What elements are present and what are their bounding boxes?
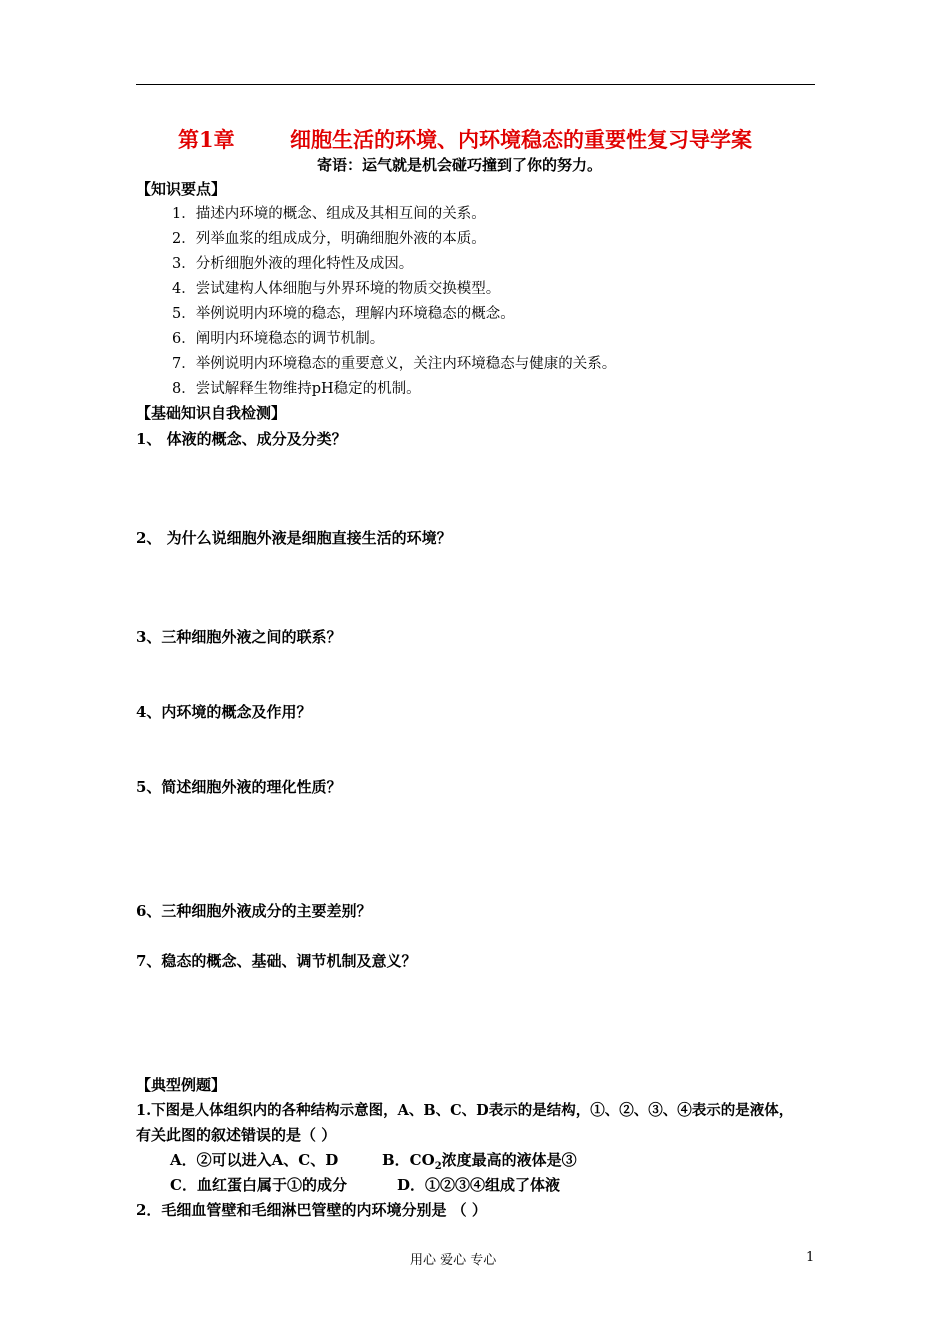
option-b-suffix: 浓度最高的液体是③ bbox=[441, 1151, 577, 1169]
example-1-line-2: 有关此图的叙述错误的是（ ） bbox=[136, 1126, 337, 1144]
footer-text: 用心 爱心 专心 bbox=[410, 1253, 497, 1268]
example-1-option-c: C．血红蛋白属于①的成分 bbox=[170, 1176, 347, 1194]
header-rule bbox=[136, 84, 815, 85]
objective-item: 1．描述内环境的概念、组成及其相互间的关系。 bbox=[172, 206, 486, 222]
objective-item: 6．阐明内环境稳态的调节机制。 bbox=[172, 331, 385, 347]
objective-item: 7．举例说明内环境稳态的重要意义，关注内环境稳态与健康的关系。 bbox=[172, 356, 617, 372]
question-2: 2、 为什么说细胞外液是细胞直接生活的环境？ bbox=[136, 529, 452, 547]
selfcheck-heading: 【基础知识自我检测】 bbox=[136, 404, 287, 422]
page-number: 1 bbox=[806, 1250, 815, 1265]
objective-item: 3．分析细胞外液的理化特性及成因。 bbox=[172, 256, 414, 272]
example-1-line-1: 1.下图是人体组织内的各种结构示意图，A、B、C、D表示的是结构，①、②、③、④表示的是液体， bbox=[136, 1102, 794, 1119]
example-1-option-d: D．①②③④组成了体液 bbox=[397, 1176, 561, 1194]
objective-item: 4．尝试建构人体细胞与外界环境的物质交换模型。 bbox=[172, 281, 501, 297]
question-7: 7、稳态的概念、基础、调节机制及意义？ bbox=[136, 952, 417, 970]
chapter-label: 第1章 bbox=[178, 127, 235, 152]
motto: 寄语：运气就是机会碰巧撞到了你的努力。 bbox=[317, 156, 603, 174]
co2-subscript: 2 bbox=[434, 1161, 442, 1172]
question-4: 4、内环境的概念及作用？ bbox=[136, 703, 312, 721]
question-6: 6、三种细胞外液成分的主要差别？ bbox=[136, 902, 372, 920]
knowledge-heading: 【知识要点】 bbox=[136, 180, 227, 198]
example-1-option-b bbox=[382, 1149, 577, 1172]
examples-heading: 【典型例题】 bbox=[136, 1076, 227, 1094]
option-b-prefix: B．CO bbox=[382, 1151, 435, 1169]
objective-item: 5．举例说明内环境的稳态，理解内环境稳态的概念。 bbox=[172, 306, 515, 322]
objective-item: 2．列举血浆的组成成分，明确细胞外液的本质。 bbox=[172, 231, 486, 247]
title-text: 细胞生活的环境、内环境稳态的重要性复习导学案 bbox=[290, 127, 752, 152]
question-5: 5、简述细胞外液的理化性质？ bbox=[136, 778, 342, 796]
example-2: 2．毛细血管壁和毛细淋巴管壁的内环境分别是 （ ） bbox=[136, 1201, 487, 1219]
page-title bbox=[178, 124, 752, 154]
question-3: 3、三种细胞外液之间的联系？ bbox=[136, 628, 342, 646]
question-1: 1、 体液的概念、成分及分类？ bbox=[136, 430, 347, 448]
example-1-option-a: A．②可以进入A、C、D bbox=[170, 1151, 339, 1169]
objective-item: 8．尝试解释生物维持pH稳定的机制。 bbox=[172, 381, 421, 397]
